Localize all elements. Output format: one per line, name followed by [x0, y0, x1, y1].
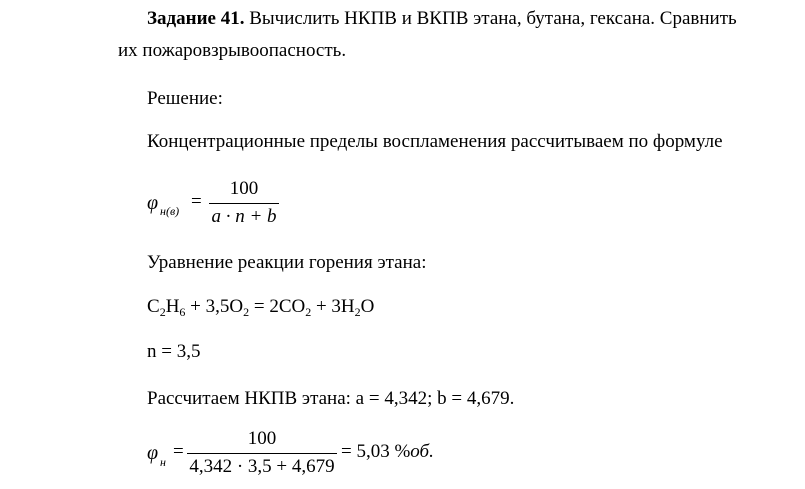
reaction-equation	[147, 296, 374, 318]
task-text-2: их пожаровзрывоопасность.	[118, 40, 347, 61]
equals-sign: =	[191, 191, 202, 212]
n-value: n = 3,5	[147, 341, 201, 362]
equals-sign: =	[173, 441, 184, 462]
fraction-denominator: a · n + b	[211, 206, 277, 227]
solution-label: Решение:	[147, 88, 223, 109]
formula-lower-limit	[147, 428, 447, 482]
result-value	[341, 441, 434, 463]
reaction-subscript: 2	[159, 305, 166, 319]
result-number: = 5,03 %	[341, 441, 411, 462]
fraction-bar	[187, 453, 337, 454]
fraction-denominator: 4,342 · 3,5 + 4,679	[189, 456, 335, 477]
reaction-part: + 3,5O	[185, 296, 244, 317]
phi-symbol: φ	[147, 442, 159, 464]
reaction-subscript: 6	[179, 305, 186, 319]
fraction-numerator: 100	[229, 178, 259, 199]
reaction-subscript: 2	[243, 305, 250, 319]
reaction-part: H	[165, 296, 180, 317]
task-heading: Задание 41.	[147, 8, 245, 29]
reaction-part: O	[360, 296, 375, 317]
reaction-part: C	[147, 296, 160, 317]
result-unit: об.	[410, 441, 434, 462]
phi-subscript: н	[160, 455, 166, 469]
formula-general	[147, 178, 287, 232]
calc-label: Рассчитаем НКПВ этана: a = 4,342; b = 4,679.	[147, 388, 515, 409]
reaction-subscript: 2	[354, 305, 361, 319]
phi-subscript: н(в)	[160, 204, 180, 218]
reaction-part: + 3H	[311, 296, 355, 317]
task-text-1: Вычислить НКПВ и ВКПВ этана, бутана, гексана. Сравнить	[244, 8, 737, 29]
intro-text: Концентрационные пределы воспламенения рассчитываем по формуле	[147, 131, 723, 152]
reaction-subscript: 2	[305, 305, 312, 319]
fraction-bar	[209, 203, 279, 204]
fraction-numerator: 100	[247, 428, 277, 449]
reaction-label: Уравнение реакции горения этана:	[147, 252, 427, 273]
reaction-part: = 2CO	[249, 296, 306, 317]
task-line-1	[147, 8, 737, 30]
phi-symbol: φ	[147, 192, 159, 214]
